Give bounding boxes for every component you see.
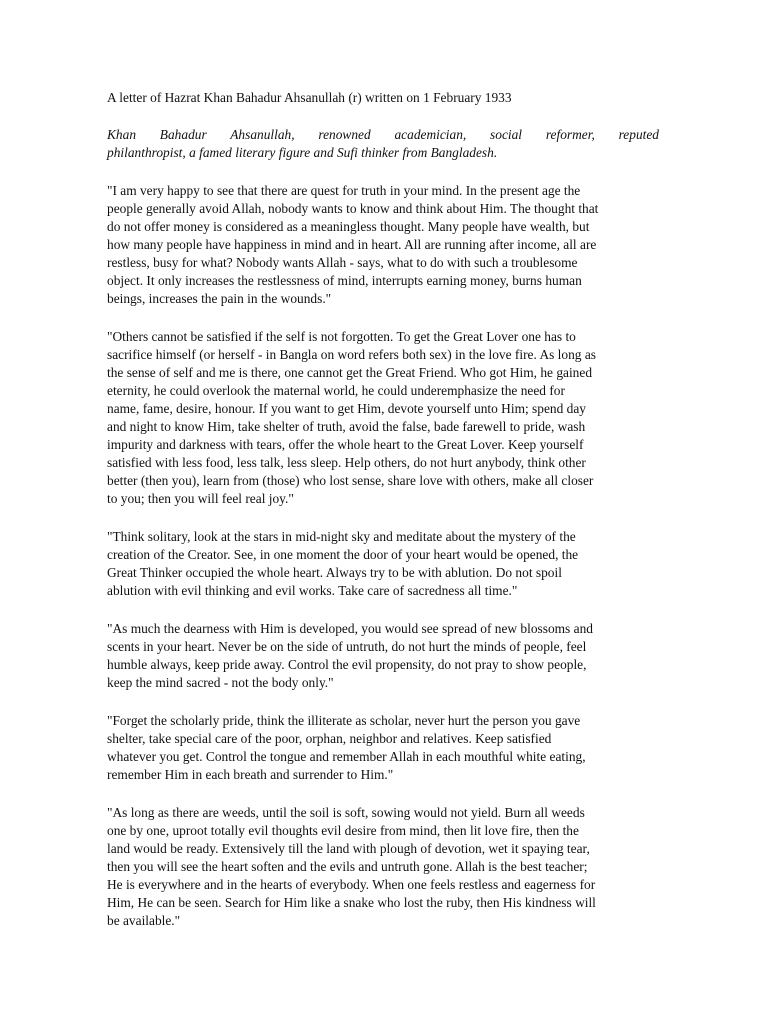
paragraph-line: "I am very happy to see that there are quest for truth in your mind. In the present age the (107, 183, 581, 198)
author-intro (107, 126, 659, 162)
paragraph-line: then you will see the heart soften and the evils and untruth gone. Allah is the best teacher; (107, 859, 588, 874)
paragraph-line: be available." (107, 913, 181, 928)
letter-paragraph-3 (107, 528, 659, 600)
paragraph-line: one by one, uproot totally evil thoughts evil desire from mind, then lit love fire, then the (107, 823, 579, 838)
paragraph-line: keep the mind sacred - not the body only." (107, 675, 334, 690)
intro-line: philanthropist, a famed literary figure and Sufi thinker from Bangladesh. (107, 145, 498, 160)
paragraph-line: ablution with evil thinking and evil works. Take care of sacredness all time." (107, 583, 518, 598)
letter-paragraph-6 (107, 804, 659, 930)
letter-paragraph-5 (107, 712, 659, 784)
paragraph-line: "Others cannot be satisfied if the self is not forgotten. To get the Great Lover one has to (107, 329, 576, 344)
paragraph-line: impurity and darkness with tears, offer the whole heart to the Great Lover. Keep yourself (107, 437, 584, 452)
paragraph-line: satisfied with less food, less talk, less sleep. Help others, do not hurt anybody, think other (107, 455, 586, 470)
paragraph-line: beings, increases the pain in the wounds." (107, 291, 332, 306)
paragraph-line: sacrifice himself (or herself - in Bangla on word refers both sex) in the love fire. As long as (107, 347, 596, 362)
paragraph-line: "As long as there are weeds, until the soil is soft, sowing would not yield. Burn all weeds (107, 805, 585, 820)
paragraph-line: better (then you), learn from (those) who lost sense, share love with others, make all closer (107, 473, 594, 488)
intro-line: Khan Bahadur Ahsanullah, renowned academician, social reformer, reputed (107, 127, 659, 142)
paragraph-line: object. It only increases the restlessness of mind, interrupts earning money, burns human (107, 273, 582, 288)
paragraph-line: "Think solitary, look at the stars in mid-night sky and meditate about the mystery of the (107, 529, 576, 544)
letter-document (107, 89, 659, 950)
paragraph-line: He is everywhere and in the hearts of everybody. When one feels restless and eagerness for (107, 877, 596, 892)
paragraph-line: humble always, keep pride away. Control the evil propensity, do not pray to show people, (107, 657, 587, 672)
paragraph-line: shelter, take special care of the poor, orphan, neighbor and relatives. Keep satisfied (107, 731, 552, 746)
letter-paragraph-2 (107, 328, 659, 508)
letter-paragraph-1 (107, 182, 659, 308)
paragraph-line: people generally avoid Allah, nobody wants to know and think about Him. The thought that (107, 201, 599, 216)
paragraph-line: "As much the dearness with Him is developed, you would see spread of new blossoms and (107, 621, 593, 636)
paragraph-line: creation of the Creator. See, in one moment the door of your heart would be opened, the (107, 547, 579, 562)
paragraph-line: Him, He can be seen. Search for Him like a snake who lost the ruby, then His kindness will (107, 895, 596, 910)
paragraph-line: do not offer money is considered as a meaningless thought. Many people have wealth, but (107, 219, 590, 234)
paragraph-line: how many people have happiness in mind and in heart. All are running after income, all are (107, 237, 597, 252)
paragraph-line: remember Him in each breath and surrender to Him." (107, 767, 394, 782)
paragraph-line: "Forget the scholarly pride, think the illiterate as scholar, never hurt the person you gave (107, 713, 581, 728)
paragraph-line: name, fame, desire, honour. If you want to get Him, devote yourself unto Him; spend day (107, 401, 586, 416)
paragraph-line: Great Thinker occupied the whole heart. Always try to be with ablution. Do not spoil (107, 565, 562, 580)
paragraph-line: to you; then you will feel real joy." (107, 491, 294, 506)
paragraph-line: eternity, he could overlook the maternal world, he could underemphasize the need for (107, 383, 565, 398)
paragraph-line: land would be ready. Extensively till the land with plough of devotion, wet it spaying tear, (107, 841, 590, 856)
paragraph-line: and night to know Him, take shelter of truth, avoid the false, bade farewell to pride, wash (107, 419, 586, 434)
document-title: A letter of Hazrat Khan Bahadur Ahsanullah (r) written on 1 February 1933 (107, 90, 512, 105)
letter-paragraph-4 (107, 620, 659, 692)
paragraph-line: the sense of self and me is there, one cannot get the Great Friend. Who got Him, he gained (107, 365, 593, 380)
paragraph-line: restless, busy for what? Nobody wants Allah - says, what to do with such a troublesome (107, 255, 578, 270)
paragraph-line: whatever you get. Control the tongue and remember Allah in each mouthful white eating, (107, 749, 586, 764)
paragraph-line: scents in your heart. Never be on the side of untruth, do not hurt the minds of people, feel (107, 639, 587, 654)
